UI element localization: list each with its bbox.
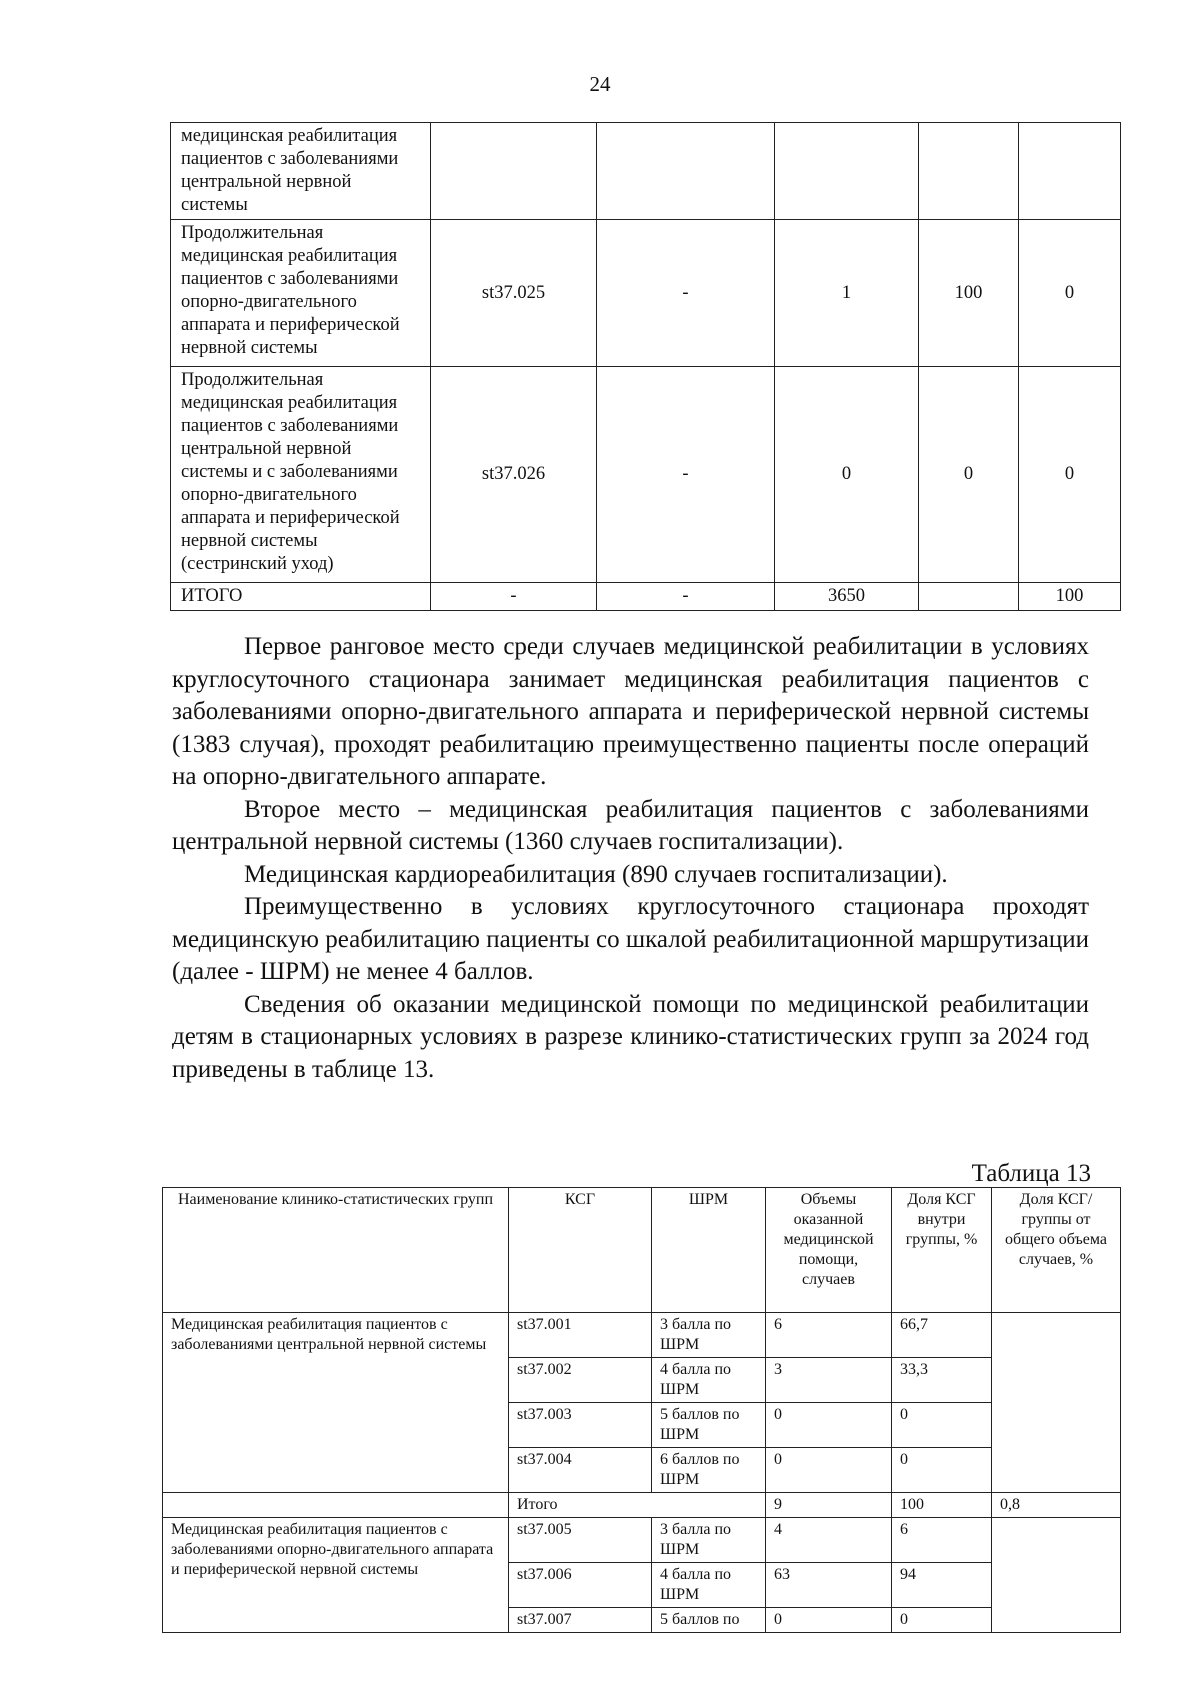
volume-cell: 0 <box>766 1403 892 1448</box>
header-volume: Объемы оказанной медицинской помощи, случаев <box>766 1188 892 1313</box>
paragraph: Первое ранговое место среди случаев медицинской реабилитации в условиях круглосуточного стационара занимает медицинская реабилитация пациентов с заболеваниями опорно-двигательного аппарата и периферической нервной системы (1383 случая), проходят реабилитацию преимущественно пациенты после операций на опорно-двигательного аппарате. <box>172 633 1089 790</box>
header-name: Наименование клинико-статистических групп <box>163 1188 509 1313</box>
share-total-cell <box>1019 123 1121 220</box>
volume-cell: 0 <box>766 1448 892 1493</box>
shrm-cell: 4 балла по ШРМ <box>652 1563 766 1608</box>
share-total-cell: 100 <box>1019 583 1121 611</box>
table-13 <box>162 1187 1121 1633</box>
shrm-cell <box>597 123 775 220</box>
ksg-cell: st37.006 <box>509 1563 652 1608</box>
shrm-cell: 5 баллов по ШРМ <box>652 1403 766 1448</box>
volume-cell: 6 <box>766 1313 892 1358</box>
ksg-cell: st37.025 <box>431 220 597 367</box>
paragraph: Второе место – медицинская реабилитация пациентов с заболеваниями центральной нервной системы (1360 случаев госпитализации). <box>172 795 1089 855</box>
share-total-cell: 0 <box>1019 220 1121 367</box>
total-label-cell: ИТОГО <box>171 583 431 611</box>
table-row <box>171 367 1121 583</box>
ksg-cell: st37.004 <box>509 1448 652 1493</box>
shrm-cell: 3 балла по ШРМ <box>652 1518 766 1563</box>
share-cell: 66,7 <box>892 1313 992 1358</box>
ksg-cell: st37.026 <box>431 367 597 583</box>
table-total-row <box>171 583 1121 611</box>
table-continued <box>170 122 1121 611</box>
volume-cell: 9 <box>766 1493 892 1518</box>
paragraph: Сведения об оказании медицинской помощи по медицинской реабилитации детям в стационарных условиях в разрезе клинико-статистических групп за 2024 год приведены в таблице 13. <box>172 990 1089 1083</box>
group-name-cell: Продолжительная медицинская реабилитация пациентов с заболеваниями центральной нервной системы и с заболеваниями опорно-двигательного аппарата и периферической нервной системы (сестринский уход) <box>171 367 431 583</box>
cases-cell: 1 <box>775 220 919 367</box>
header-share-total: Доля КСГ/группы от общего объема случаев, % <box>992 1188 1121 1313</box>
shrm-cell: 3 балла по ШРМ <box>652 1313 766 1358</box>
shrm-cell: 5 баллов по <box>652 1608 766 1633</box>
ksg-cell: st37.007 <box>509 1608 652 1633</box>
table-row <box>163 1313 1121 1358</box>
header-share-group: Доля КСГ внутри группы, % <box>892 1188 992 1313</box>
volume-cell: 63 <box>766 1563 892 1608</box>
table-row <box>163 1518 1121 1563</box>
volume-cell: 3 <box>766 1358 892 1403</box>
volume-cell: 4 <box>766 1518 892 1563</box>
shrm-cell: 6 баллов по ШРМ <box>652 1448 766 1493</box>
cases-cell: 0 <box>775 367 919 583</box>
shrm-cell: 4 балла по ШРМ <box>652 1358 766 1403</box>
shrm-cell: - <box>597 367 775 583</box>
share-group-cell: 0 <box>919 367 1019 583</box>
ksg-cell <box>431 123 597 220</box>
share-group-cell <box>919 123 1019 220</box>
ksg-cell: - <box>431 583 597 611</box>
ksg-cell: st37.001 <box>509 1313 652 1358</box>
body-text <box>172 631 1089 1086</box>
total-label-cell: Итого <box>509 1493 766 1518</box>
share-group-cell <box>919 583 1019 611</box>
share-cell: 100 <box>892 1493 992 1518</box>
group-name-cell: Продолжительная медицинская реабилитация пациентов с заболеваниями опорно-двигательного аппарата и периферической нервной системы <box>171 220 431 367</box>
share-total-cell <box>992 1518 1121 1633</box>
group-name-cell: Медицинская реабилитация пациентов с заболеваниями опорно-двигательного аппарата и периферической нервной системы <box>163 1518 509 1633</box>
page-number: 24 <box>589 72 611 96</box>
ksg-cell: st37.005 <box>509 1518 652 1563</box>
ksg-cell: st37.003 <box>509 1403 652 1448</box>
share-cell: 33,3 <box>892 1358 992 1403</box>
shrm-cell: - <box>597 583 775 611</box>
table-row <box>171 123 1121 220</box>
share-total-cell: 0,8 <box>992 1493 1121 1518</box>
group-name-cell: медицинская реабилитация пациентов с заболеваниями центральной нервной системы <box>171 123 431 220</box>
header-shrm: ШРМ <box>652 1188 766 1313</box>
group-name-cell <box>163 1493 509 1518</box>
share-cell: 0 <box>892 1448 992 1493</box>
header-ksg: КСГ <box>509 1188 652 1313</box>
share-cell: 0 <box>892 1608 992 1633</box>
cases-cell <box>775 123 919 220</box>
ksg-cell: st37.002 <box>509 1358 652 1403</box>
group-name-cell: Медицинская реабилитация пациентов с заболеваниями центральной нервной системы <box>163 1313 509 1493</box>
paragraph: Преимущественно в условиях круглосуточного стационара проходят медицинскую реабилитацию пациенты со шкалой реабилитационной маршрутизации (далее - ШРМ) не менее 4 баллов. <box>172 893 1089 985</box>
table-header-row <box>163 1188 1121 1313</box>
share-total-cell: 0 <box>1019 367 1121 583</box>
table-caption: Таблица 13 <box>971 1160 1091 1187</box>
table-total-row <box>163 1493 1121 1518</box>
share-cell: 94 <box>892 1563 992 1608</box>
table-row <box>171 220 1121 367</box>
share-group-cell: 100 <box>919 220 1019 367</box>
paragraph: Медицинская кардиореабилитация (890 случаев госпитализации). <box>244 860 948 888</box>
shrm-cell: - <box>597 220 775 367</box>
share-cell: 6 <box>892 1518 992 1563</box>
cases-cell: 3650 <box>775 583 919 611</box>
share-total-cell <box>992 1313 1121 1493</box>
share-cell: 0 <box>892 1403 992 1448</box>
volume-cell: 0 <box>766 1608 892 1633</box>
